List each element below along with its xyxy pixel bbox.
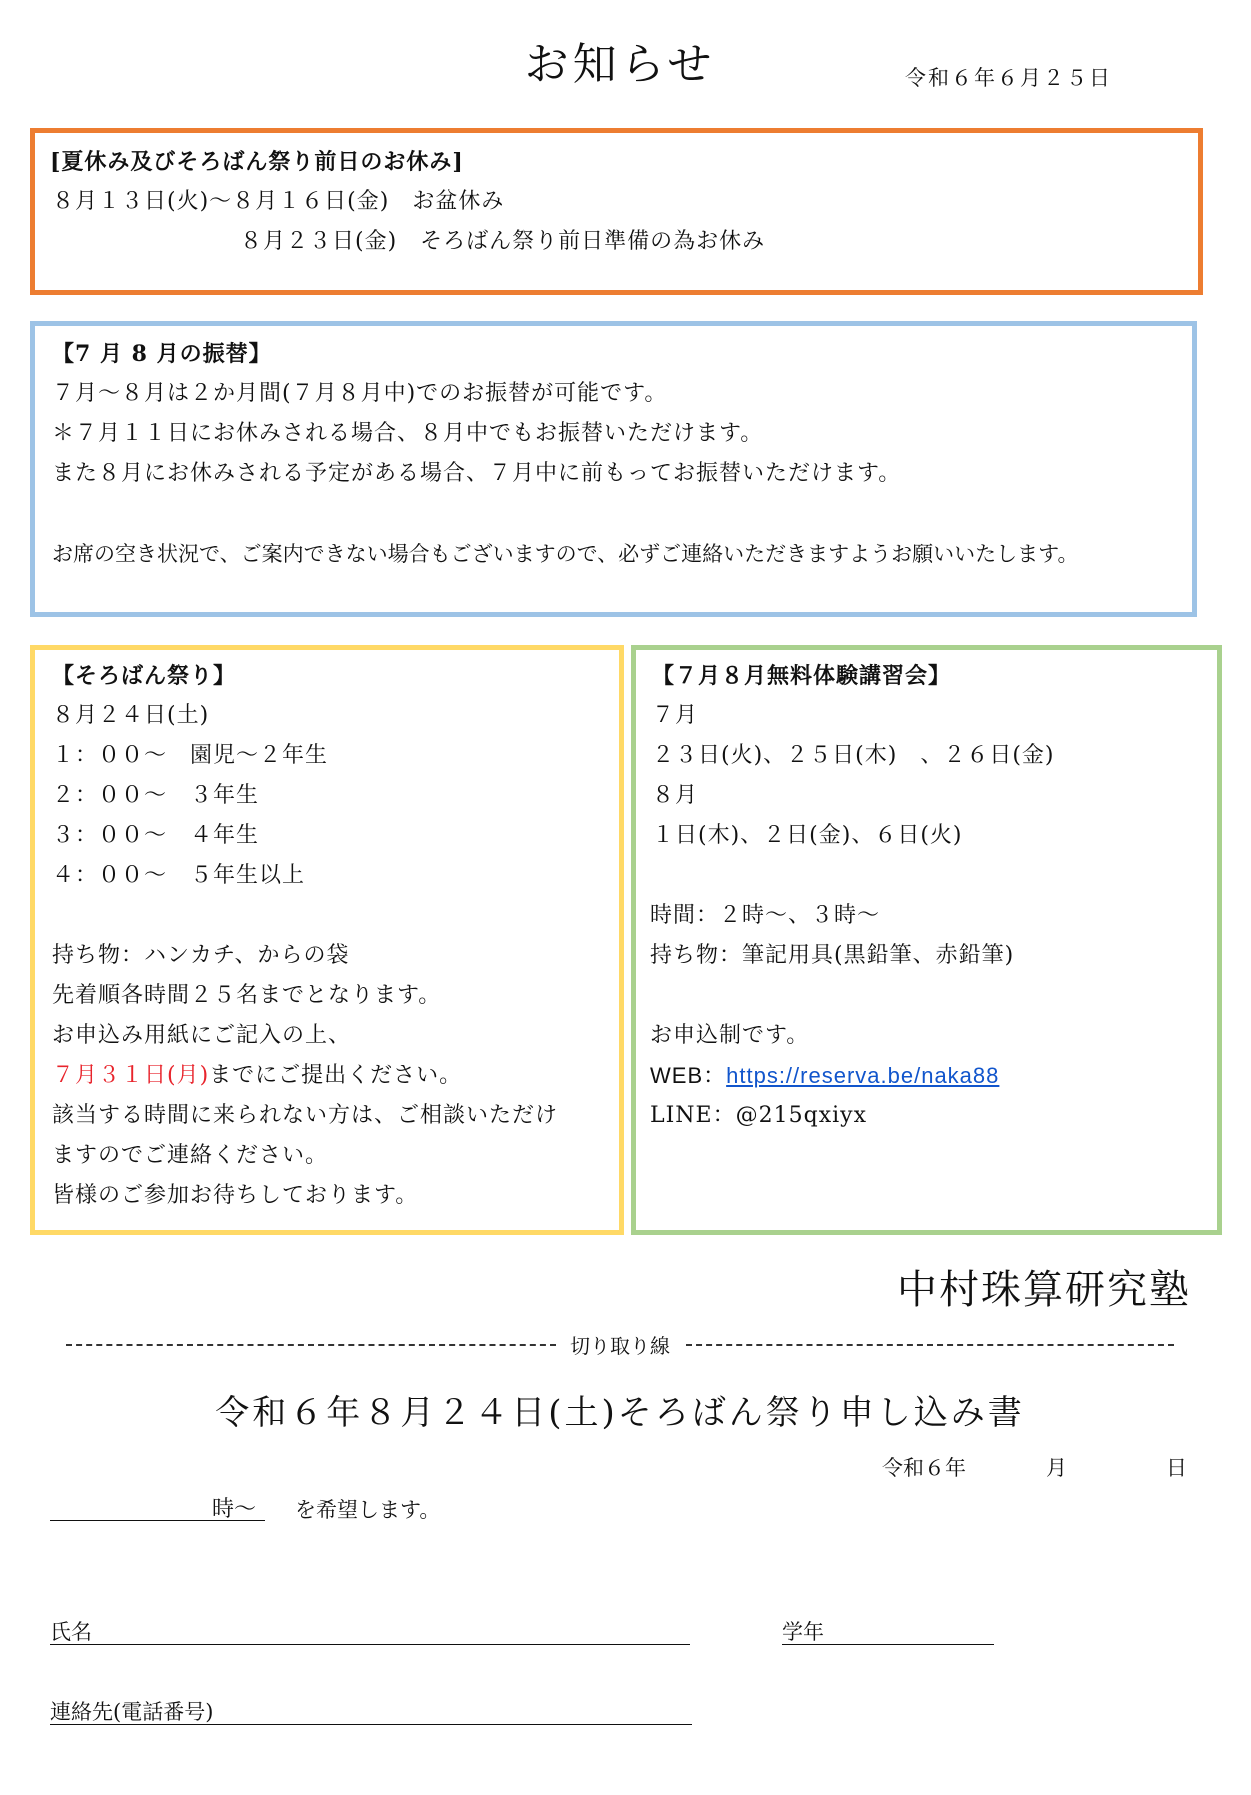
grade-input-line[interactable] xyxy=(782,1644,994,1645)
contact-input-line[interactable] xyxy=(50,1724,692,1725)
cut-line xyxy=(66,1330,1174,1360)
application-date-era: 令和６年 xyxy=(882,1456,966,1480)
summer-holiday-line: ８月１３日(火)～８月１６日(金) お盆休み xyxy=(52,189,505,214)
name-input-line[interactable] xyxy=(50,1644,690,1645)
cut-line-label: 切り取り線 xyxy=(564,1334,676,1358)
application-date-month: 月 xyxy=(1046,1456,1067,1480)
trial-aug-label: ８月 xyxy=(652,783,699,808)
festival-date: ８月２４日(土) xyxy=(52,703,210,728)
trial-web-link[interactable]: https://reserva.be/naka88 xyxy=(726,1063,1000,1088)
transfer-heading: 【7 月 8 月の振替】 xyxy=(52,341,272,367)
trial-time: 時間：２時～、３時～ xyxy=(650,903,881,928)
festival-consult-line: 該当する時間に来られない方は、ご相談いただけ xyxy=(52,1103,559,1128)
festival-schedule-item: ３：００～ ４年生 xyxy=(52,823,260,848)
trial-line-line xyxy=(650,1096,867,1136)
festival-heading: 【そろばん祭り】 xyxy=(52,663,237,689)
trial-july-dates: ２３日(火)、２５日(木) 、２６日(金) xyxy=(652,743,1055,768)
cut-line-label-wrap xyxy=(66,1330,1174,1359)
trial-reservation: お申込制です。 xyxy=(650,1023,810,1048)
festival-deadline-suffix: までにご提出ください。 xyxy=(209,1063,463,1088)
festival-schedule-item: １：００～ 園児～２年生 xyxy=(52,743,329,768)
trial-line-id: @215qxiyx xyxy=(735,1103,867,1128)
festival-schedule-item: ２：００～ ３年生 xyxy=(52,783,260,808)
application-title: 令和６年８月２４日(土)そろばん祭り申し込み書 xyxy=(215,1393,1025,1433)
festival-consult-line: ますのでご連絡ください。 xyxy=(52,1143,329,1168)
summer-holiday-heading: [夏休み及びそろばん祭り前日のお休み] xyxy=(50,149,464,175)
trial-items: 持ち物：筆記用具(黒鉛筆、赤鉛筆) xyxy=(650,943,1015,968)
application-date-day: 日 xyxy=(1166,1456,1187,1480)
festival-closing: 皆様のご参加お待ちしております。 xyxy=(52,1183,419,1208)
transfer-line: お席の空き状況で、ご案内できない場合もございますので、必ずご連絡いただきますようお願いいたします。 xyxy=(52,542,1079,566)
festival-capacity-note: 先着順各時間２５名までとなります。 xyxy=(52,983,442,1008)
page-title: お知らせ xyxy=(524,39,716,90)
trial-aug-dates: １日(木)、２日(金)、６日(火) xyxy=(652,823,963,848)
trial-heading: 【７月８月無料体験講習会】 xyxy=(652,663,952,689)
festival-deadline: ７月３１日(月) xyxy=(52,1063,210,1088)
contact-label: 連絡先(電話番号) xyxy=(50,1700,214,1724)
festival-form-note: お申込み用紙にご記入の上、 xyxy=(52,1023,352,1048)
school-name: 中村珠算研究塾 xyxy=(897,1267,1191,1313)
summer-holiday-line: ８月２３日(金) そろばん祭り前日準備の為お休み xyxy=(240,229,766,254)
time-suffix: 時～ xyxy=(212,1497,257,1522)
notice-date: 令和６年６月２５日 xyxy=(905,66,1112,90)
trial-web-line xyxy=(650,1056,999,1097)
trial-july-label: ７月 xyxy=(652,703,699,728)
festival-items-note: 持ち物：ハンカチ、からの袋 xyxy=(52,943,350,968)
name-label: 氏名 xyxy=(50,1620,92,1644)
transfer-line: ７月～８月は２か月間(７月８月中)でのお振替が可能です。 xyxy=(52,381,668,406)
transfer-line: また８月にお休みされる予定がある場合、７月中に前もってお振替いただけます。 xyxy=(52,461,902,486)
wish-text: を希望します。 xyxy=(295,1498,441,1522)
festival-deadline-line xyxy=(52,1056,462,1096)
trial-web-label: WEB： xyxy=(650,1063,727,1088)
grade-label: 学年 xyxy=(782,1620,824,1644)
trial-line-label: LINE： xyxy=(650,1103,736,1128)
transfer-line: ＊７月１１日にお休みされる場合、８月中でもお振替いただけます。 xyxy=(52,421,764,446)
festival-schedule-item: ４：００～ ５年生以上 xyxy=(52,863,306,888)
